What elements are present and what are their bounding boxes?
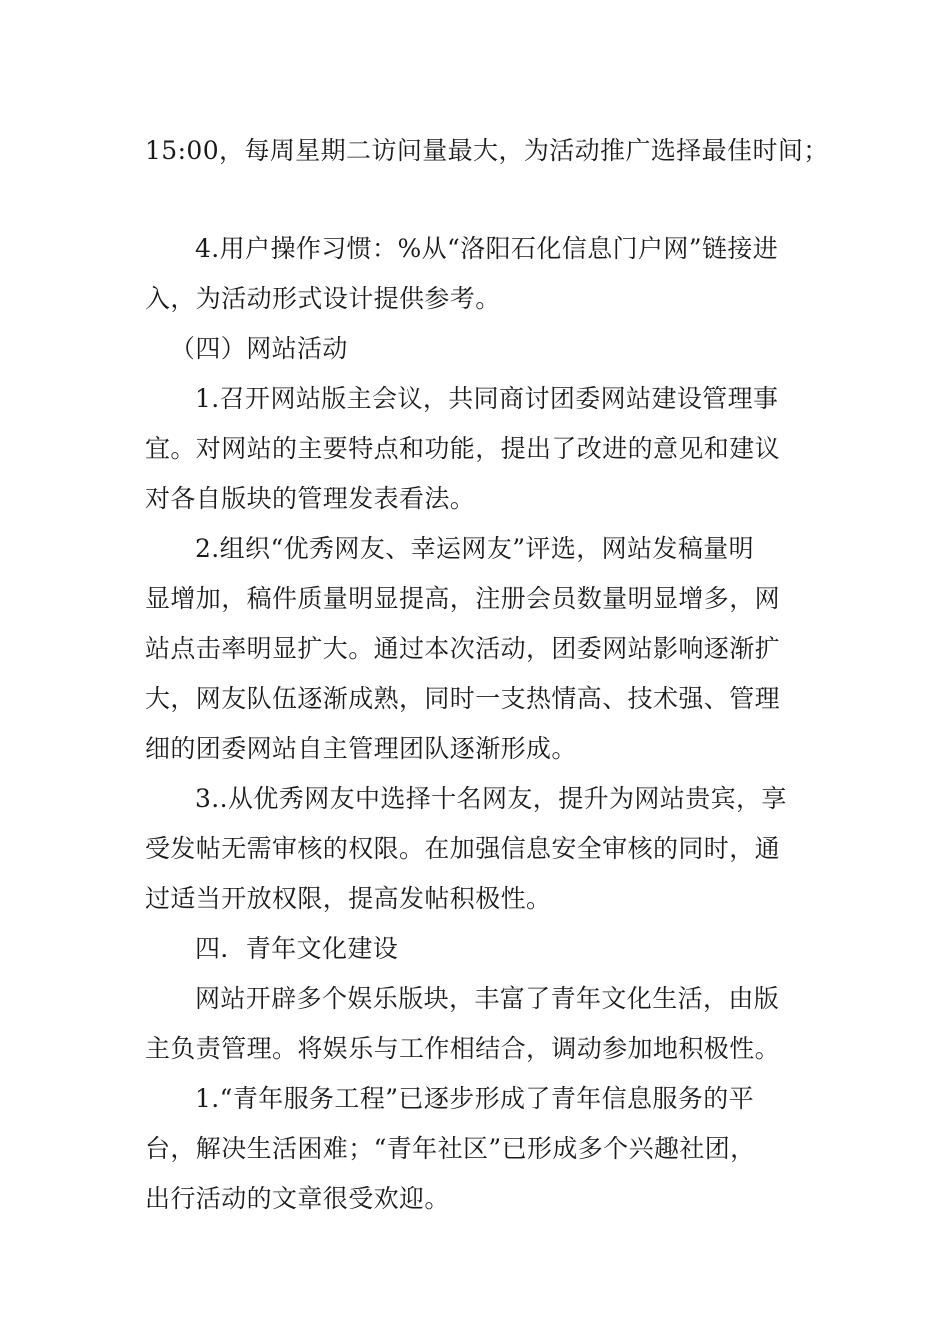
paragraph-line: 1.召开网站版主会议，共同商讨团委网站建设管理事: [195, 384, 779, 413]
paragraph-line: 受发帖无需审核的权限。在加强信息安全审核的同时，通: [145, 834, 781, 863]
paragraph-line: 宜。对网站的主要特点和功能，提出了改进的意见和建议: [145, 434, 781, 463]
paragraph-line: 入，为活动形式设计提供参考。: [145, 284, 501, 313]
paragraph-line: 3..从优秀网友中选择十名网友，提升为网站贵宾，享: [195, 784, 787, 813]
paragraph-line: 细的团委网站自主管理团队逐渐形成。: [145, 734, 577, 763]
paragraph-line: 对各自版块的管理发表看法。: [145, 484, 476, 513]
paragraph-line: 15:00，每周星期二访问量最大，为活动推广选择最佳时间；: [145, 136, 829, 165]
paragraph-line: 显增加，稿件质量明显提高，注册会员数量明显增多，网: [145, 584, 781, 613]
section-heading: （四）网站活动: [170, 334, 348, 363]
paragraph-line: 站点击率明显扩大。通过本次活动，团委网站影响逐渐扩: [145, 634, 781, 663]
paragraph-line: 主负责管理。将娱乐与工作相结合，调动参加地积极性。: [145, 1034, 781, 1063]
paragraph-line: 2.组织“优秀网友、幸运网友”评选，网站发稿量明: [195, 534, 755, 563]
paragraph-line: 台，解决生活困难；“青年社区”已形成多个兴趣社团，: [145, 1134, 756, 1163]
paragraph-line: 过适当开放权限，提高发帖积极性。: [145, 884, 552, 913]
paragraph-line: 网站开辟多个娱乐版块，丰富了青年文化生活，由版: [195, 984, 780, 1013]
section-heading: 四．青年文化建设: [195, 934, 399, 963]
paragraph-line: 4.用户操作习惯：%从“洛阳石化信息门户网”链接进: [195, 234, 779, 263]
paragraph-line: 出行活动的文章很受欢迎。: [145, 1184, 450, 1213]
paragraph-line: 1.“青年服务工程”已逐步形成了青年信息服务的平: [195, 1084, 755, 1113]
paragraph-line: 大，网友队伍逐渐成熟，同时一支热情高、技术强、管理: [145, 684, 781, 713]
